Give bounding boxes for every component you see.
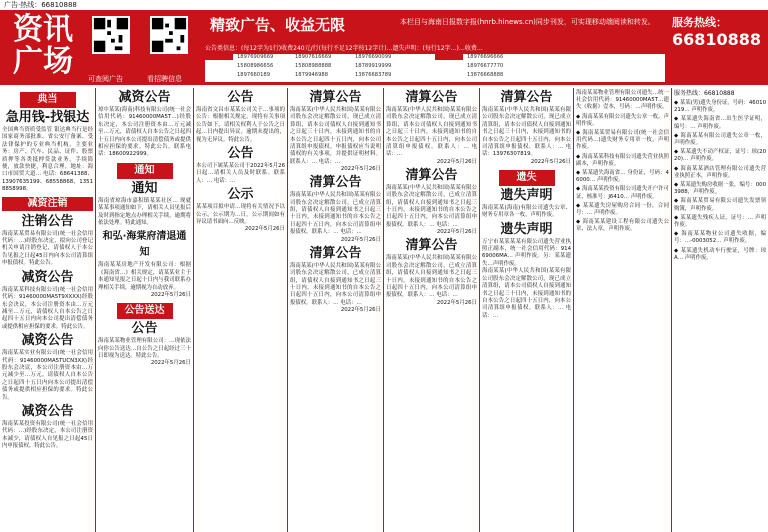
list-item: ◆ 海南某某有限公司遗失公章一枚，声明作废。 (674, 132, 766, 147)
ad-text: 海南某某(中华人民共和国)某某有限公司股东会决定解散公司，已成立清算组，请债权人自接到通知书之日起三十日内，未接到通知书的自本公告之日起四十五日内，向本公司清算组申报债权。联系人：… 电话：… (290, 262, 381, 306)
column-rule (671, 88, 672, 532)
slogan: 精致广告、收益无限 (210, 16, 346, 34)
ad-title: 减资公告 (21, 333, 74, 349)
contact-note: 本栏目与海南日报数字报(hnrb.hinews.cn)同步刊发，可实现移动端阅读和转发。 (400, 18, 655, 26)
ad-text: 琼中某某(海南)科技有限公司(统一社会信用代码：91460000MA5T…)经股东决定，本公司注册资本由…万元减至…万元，请债权人自本公告之日起四十五日内向本公司提出清偿债务或提供相应担保的要求。特此公告。联系电话：18600922999。 (98, 107, 191, 158)
column-rule (479, 88, 480, 532)
ad-title: 减资公告 (21, 403, 74, 419)
column-rule (95, 88, 96, 532)
ad-title: 注销公告 (21, 213, 74, 229)
phone-number: 18907616669 (295, 54, 332, 60)
list-item: ◆ 海南某某有限公司遗失公章一枚，声明作废。 (576, 113, 669, 127)
ad-title: 减资公告 (118, 90, 171, 105)
phone-number: 18789919999 (355, 63, 392, 69)
section-header-notice: 通知 (117, 163, 173, 179)
ad-text: 万宁市某某某某有限公司遗失营业执照正副本，统一社会信用代码：91469006MA… 声明作废。另：某某遗失…声明作废。 (482, 238, 571, 267)
column-2 (98, 88, 191, 532)
section-header-reduction: 减资注销 (2, 197, 93, 211)
ad-title: 和弘·海棠府清退通知 (102, 231, 187, 259)
column-4 (290, 88, 381, 532)
ad-title: 公示 (227, 187, 254, 203)
qr-caption-right: 看招聘信息 (147, 75, 182, 83)
list-item: ◆ 某某遗失机动车行驶证，号牌：琼A… 声明作废。 (674, 247, 766, 261)
ad-title: 急用钱-找银达 (5, 110, 90, 125)
ad-text: 海南某某(中华人民共和国)某某有限公司股东会决定解散公司，现已成立清算组，请本公司债权人自接到通知书之日起三十日内，未接到通知书的自本公告之日起四十五日内，向本公司清算组申报债权。申报债权应当说明债权的有关事项，并提供证明材料。联系人：… 电话：… (290, 107, 381, 165)
brand-line1: 资讯 (13, 12, 73, 47)
column-rule (573, 88, 574, 532)
ad-date: 2022年5月26日 (530, 158, 571, 165)
ad-title: 清算公告 (405, 167, 458, 183)
phone-number: 13876683789 (355, 72, 392, 78)
ad-text: 本公司下属某某公司于2022年5月26日起…请相关人员及时联系。联系人：… 电话：… (196, 163, 285, 184)
phone-number: 15808986656 (237, 63, 274, 69)
qr-code-icon[interactable] (150, 16, 188, 54)
ad-text: 海南某某实业有限公司(统一社会信用代码：91460000MA5TUCN3XX)经股东会决议，本公司注册资本由…万元减少至…万元。请债权人自本公告之日起四十五日内向本公司提出清偿债务或提供相应担保的要求。特此公告。 (2, 350, 93, 401)
ad-title: 减资公告 (21, 269, 74, 285)
ad-date: 2022年5月26日 (340, 166, 381, 173)
phone-number: 13876668888 (467, 72, 504, 78)
ad-text: 海南某某(中华人民共和国)某某有限公司股东会决定解散公司，已成立清算组，请债权人自接到通知书之日起三十日内，未接到通知书的自本公告之日起四十五日内，向本公司清算组申报债权。联系人：… 电话：… (386, 184, 477, 228)
header-banner (0, 10, 768, 85)
ad-text: 海南某某房地产开发有限公司：根据《海南省…》相关规定，请某某业主于本通知见报之日起十日内与我司联系办理相关手续，逾期视为自动放弃。 (98, 262, 191, 291)
column-rule (193, 88, 194, 532)
hotline-label: 服务热线： (672, 16, 727, 29)
ad-text: 某某项目拟申请…现将有关情况予以公示，公示期为…日，公示期间如有异议请书面向…反映。 (196, 204, 285, 226)
ad-title: 清算公告 (309, 90, 362, 105)
phone-number: 18976696666 (467, 54, 504, 60)
ad-text: 海南某某(中华人民共和国)某某有限公司股东会决定解散公司，现已成立清算组，请本公司债权人自接到通知书之日起三十日内，未接到通知书的自本公告之日起四十五日内，向本公司清算组申报债权。联系人：… 电话：… (482, 268, 571, 319)
ad-title: 清算公告 (405, 90, 458, 105)
column-1 (2, 88, 93, 532)
ad-date: 2022年5月26日 (244, 226, 285, 233)
list-item: ◆ 某某遗失房屋购房合同一份，合同号：… 声明作废。 (576, 202, 669, 217)
phone-label-tag (435, 54, 463, 60)
phone-label-tag (205, 54, 233, 60)
ad-text: 全国典当资质受监管 银达典当行是经国家商务部批准、省公安厅备案、受法律保护的专业典当机构。主要业务：房产、汽车、民品、证件、股票质押等各类抵押贷款业务。手续简便，放款快捷，利息合理。地址：海口市国贸大道… 电话：68641388、13907635199、68558868、13518858998。 (2, 127, 93, 193)
list-item: ◆ 海南某某科技有限公司遗失营业执照副本，声明作废。 (576, 153, 669, 167)
section-header-lost: 遗失 (499, 170, 555, 186)
qr-code-icon[interactable] (92, 16, 130, 54)
ad-title: 清算公告 (309, 245, 362, 261)
list-item: ◆ 海南某某贸易有限公司遗失发票领购簿，声明作废。 (674, 198, 766, 212)
brand-logo (4, 14, 82, 82)
ad-title: 清算公告 (309, 175, 362, 191)
phone-number: 18976690099 (355, 54, 392, 60)
ad-text: 海南某某(中华人民共和国)某某有限公司股东会决定解散公司，现已成立清算组，请本公司债权人自接到通知书之日起三十日内，未接到通知书的自本公告之日起四十五日内，向本公司清算组申报债权。联系人：… 电话：13976307819。 (482, 107, 571, 158)
hotline-number: 66810888 (672, 30, 762, 49)
ad-text: 海南某某(中华人民共和国)某某有限公司股东会决定解散公司，已成立清算组，请债权人自接到通知书之日起三十日内，未接到通知书的自本公告之日起四十五日内，向本公司清算组申报债权。联系人：… 电话：… (386, 255, 477, 299)
ad-date: 2022年5月26日 (150, 360, 191, 367)
list-item: 海南某某物业管理有限公司遗失…统一社会信用代码：91460000MA5T…遗失《收据》壹本，号码：…声明作废。 (576, 90, 669, 111)
ad-title: 公告 (227, 90, 254, 105)
ad-title: 通知 (131, 180, 158, 196)
column-7 (576, 88, 669, 532)
brand-line2: 广场 (13, 44, 73, 79)
ad-text: 海南某某贸易有限公司(统一社会信用代码：…)经股东决定，拟向公司登记机关申请注销登记，请债权人于本公告见报之日起45日内向本公司清算组申报债权。特此公告。 (2, 230, 93, 267)
ad-text: 海南某某物业管理有限公司：…现依法向你公告送达…自公告之日起经过三十日即视为送达。特此公告。 (98, 338, 191, 359)
column-rule (287, 88, 288, 532)
top-ad-line: 广告·热线：66810888 (0, 0, 768, 10)
list-item: ◆ 某某遗失海南省… 身份证，号码：46000… 声明作废。 (576, 170, 669, 184)
ad-text: 海南某某(海南)有限公司遗失公章、财务专用章各一枚，声明作废。 (482, 204, 571, 219)
list-item: ◆ 某某遗失不动产权证，证号：琼(2020)… 声明作废。 (674, 149, 766, 163)
list-item: ◆ 海南某某酒店管理有限公司遗失营业执照正本，声明作废。 (674, 165, 766, 179)
list-item: ◆ 某某遗失购房收据一张，编号：0003988，声明作废。 (674, 182, 766, 196)
phone-number: 1897660189 (237, 72, 271, 78)
ad-text: 海南某某投资有限公司(统一社会信用代码：…)经股东决定，本公司注册资本减少，请债权人自见报之日起45日内申报债权。特此公告。 (2, 420, 93, 450)
ad-date: 2022年5月26日 (340, 236, 381, 243)
section-header-service: 公告送达 (117, 303, 173, 319)
ad-date: 2022年5月26日 (340, 307, 381, 314)
list-item: ◆ 某某(男)遗失身份证，号码：46010219… 声明作废。 (674, 100, 766, 114)
ad-text: 海南某某(中华人民共和国)某某有限公司股东会决定解散公司，现已成立清算组，请本公司债权人自接到通知书之日起三十日内，未接到通知书的自本公告之日起四十五日内，向本公司清算组申报债权。联系人：… 电话：… (386, 107, 477, 158)
hotline-box (672, 14, 768, 80)
list-item: ◆ 某某遗失残疾人证，证号：… 声明作废。 (674, 214, 766, 229)
ad-title: 公告 (227, 146, 254, 162)
ad-date: 2022年5月26日 (436, 229, 477, 236)
ad-text: 海南省文昌市某某公司关于…事项的公告：根据相关规定，现将有关事项公告如下，请相关权利人于公告之日起…日内提出异议。逾期未提出的，视为无异议。特此公告。 (196, 107, 285, 143)
qr-caption-left: 可查阅广告 (88, 75, 123, 83)
list-item: ◆ 海南某某建设工程有限公司遗失公章、法人章，声明作废。 (576, 219, 669, 233)
ad-date: 2022年5月26日 (436, 158, 477, 165)
phone-number: 15808988888 (295, 63, 332, 69)
column-8 (674, 88, 766, 532)
column-5 (386, 88, 477, 532)
column-rule (383, 88, 384, 532)
phone-table (205, 54, 665, 82)
phone-number: 1879946988 (295, 72, 329, 78)
list-item: ◆ 海南某某投资有限公司遗失开户许可证，核准号：J6410… 声明作废。 (576, 186, 669, 200)
column-6 (482, 88, 571, 532)
column-3 (196, 88, 285, 532)
ad-text: 海南某某科技有限公司(统一社会信用代码：91460000MA5T9XXXX)经股东会决议，本公司注册资本由…万元减至…万元，请债权人自本公告之日起四十五日内向本公司提出清偿债务或提供相应担保的要求。特此公告。 (2, 286, 93, 330)
ad-date: 2022年5月26日 (150, 292, 191, 299)
ad-text: 海南省琼海市嘉积镇某某社区… 现就某某事项通知如下，请相关人员见报后及时到指定地点办理相关手续，逾期将依法处理。特此通知。 (98, 197, 191, 227)
ad-title: 遗失声明 (500, 221, 553, 237)
list-item: ◆ 海南某某物业公司遗失收据，编号：…-0003052… 声明作废。 (674, 231, 766, 245)
ad-title: 清算公告 (500, 90, 553, 105)
side-hotline: 服务热线：66810888 (674, 90, 735, 97)
ad-title: 遗失声明 (500, 187, 553, 203)
ad-text: 海南某某(中华人民共和国)某某有限公司股东会决定解散公司，已成立清算组，请债权人自接到通知书之日起三十日内，未接到通知书的自本公告之日起四十五日内，向本公司清算组申报债权。联系人：… 电话：… (290, 192, 381, 236)
phone-number: 18976909669 (237, 54, 274, 60)
ad-title: 清算公告 (405, 238, 458, 254)
ad-date: 2022年5月26日 (436, 299, 477, 306)
ad-title: 公告 (131, 321, 158, 337)
list-item: ◆ 某某遗失海南省…出生医学证明，编号：… 声明作废。 (674, 116, 766, 130)
price-info: 公告类信息：(每12字为1行)收费240元/行(每行不足12字按12字计)…遗失声明：(每行12字…)…收费… (205, 45, 483, 52)
section-header-pawn: 典当 (20, 92, 76, 108)
list-item: ◆ 海南某某贸易有限公司(统一社会信用代码…)遗失财务专用章一枚，声明作废。 (576, 130, 669, 151)
phone-number: 18976677770 (467, 63, 504, 69)
